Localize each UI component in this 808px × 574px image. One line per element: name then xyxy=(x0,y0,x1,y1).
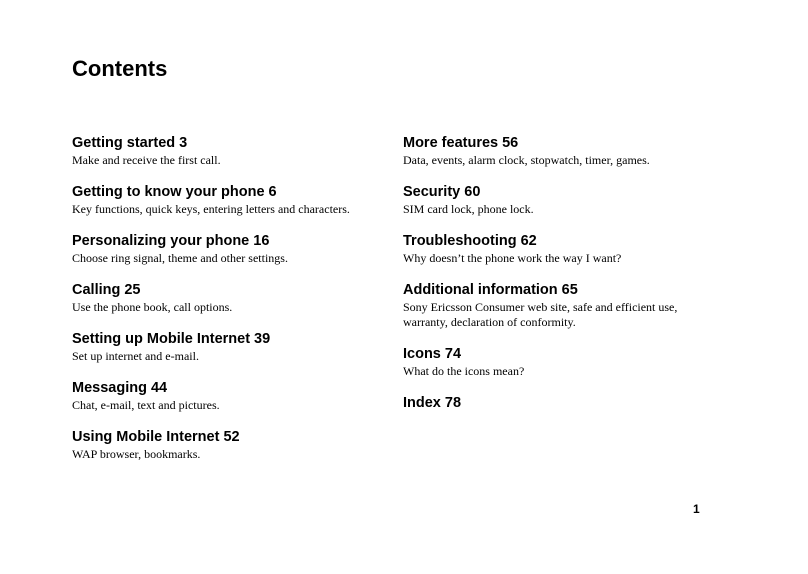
toc-entry-troubleshooting[interactable] xyxy=(403,232,723,266)
toc-entry-description: Make and receive the first call. xyxy=(72,153,221,167)
toc-entry-description: Why doesn’t the phone work the way I want? xyxy=(403,251,622,265)
toc-entry-personalizing-your-phone[interactable] xyxy=(72,232,387,266)
toc-entry-heading[interactable]: Security 60 xyxy=(403,184,481,200)
toc-entry-heading[interactable]: Getting to know your phone 6 xyxy=(72,184,277,200)
toc-entry-heading[interactable]: More features 56 xyxy=(403,135,519,151)
toc-entry-heading[interactable]: Using Mobile Internet 52 xyxy=(72,429,240,445)
toc-entry-calling[interactable] xyxy=(72,281,387,315)
toc-entry-heading[interactable]: Setting up Mobile Internet 39 xyxy=(72,331,271,347)
toc-entry-heading[interactable]: Messaging 44 xyxy=(72,380,168,396)
toc-left-column xyxy=(72,134,387,462)
toc-entry-heading[interactable]: Troubleshooting 62 xyxy=(403,233,537,249)
toc-entry-description: Key functions, quick keys, entering letters and characters. xyxy=(72,202,350,216)
toc-entry-more-features[interactable] xyxy=(403,134,723,168)
toc-entry-description: SIM card lock, phone lock. xyxy=(403,202,534,216)
page-number: 1 xyxy=(693,502,700,516)
toc-entry-description: Use the phone book, call options. xyxy=(72,300,233,314)
toc-entry-description: What do the icons mean? xyxy=(403,364,525,378)
toc-right-column xyxy=(403,134,723,412)
toc-entry-messaging[interactable] xyxy=(72,379,387,413)
toc-entry-description: Data, events, alarm clock, stopwatch, timer, games. xyxy=(403,153,650,167)
page-title: Contents xyxy=(72,56,168,81)
toc-entry-index[interactable] xyxy=(403,394,723,412)
toc-entry-additional-information[interactable] xyxy=(403,281,723,330)
toc-entry-heading[interactable]: Calling 25 xyxy=(72,282,141,298)
toc-entry-getting-to-know-your-phone[interactable] xyxy=(72,183,387,217)
toc-entry-using-mobile-internet[interactable] xyxy=(72,428,387,462)
toc-entry-heading[interactable]: Getting started 3 xyxy=(72,135,188,151)
toc-entry-heading[interactable]: Index 78 xyxy=(403,395,462,411)
toc-entry-description: Chat, e-mail, text and pictures. xyxy=(72,398,220,412)
toc-entry-description: Choose ring signal, theme and other settings. xyxy=(72,251,288,265)
toc-entry-getting-started[interactable] xyxy=(72,134,387,168)
toc-entry-description: Sony Ericsson Consumer web site, safe and efficient use, warranty, declaration of conformity. xyxy=(403,300,678,329)
toc-entry-setting-up-mobile-internet[interactable] xyxy=(72,330,387,364)
toc-entry-description: WAP browser, bookmarks. xyxy=(72,447,201,461)
toc-entry-heading[interactable]: Personalizing your phone 16 xyxy=(72,233,270,249)
toc-entry-security[interactable] xyxy=(403,183,723,217)
toc-entry-heading[interactable]: Icons 74 xyxy=(403,346,462,362)
toc-entry-icons[interactable] xyxy=(403,345,723,379)
toc-entry-heading[interactable]: Additional information 65 xyxy=(403,282,578,298)
toc-entry-description: Set up internet and e-mail. xyxy=(72,349,199,363)
